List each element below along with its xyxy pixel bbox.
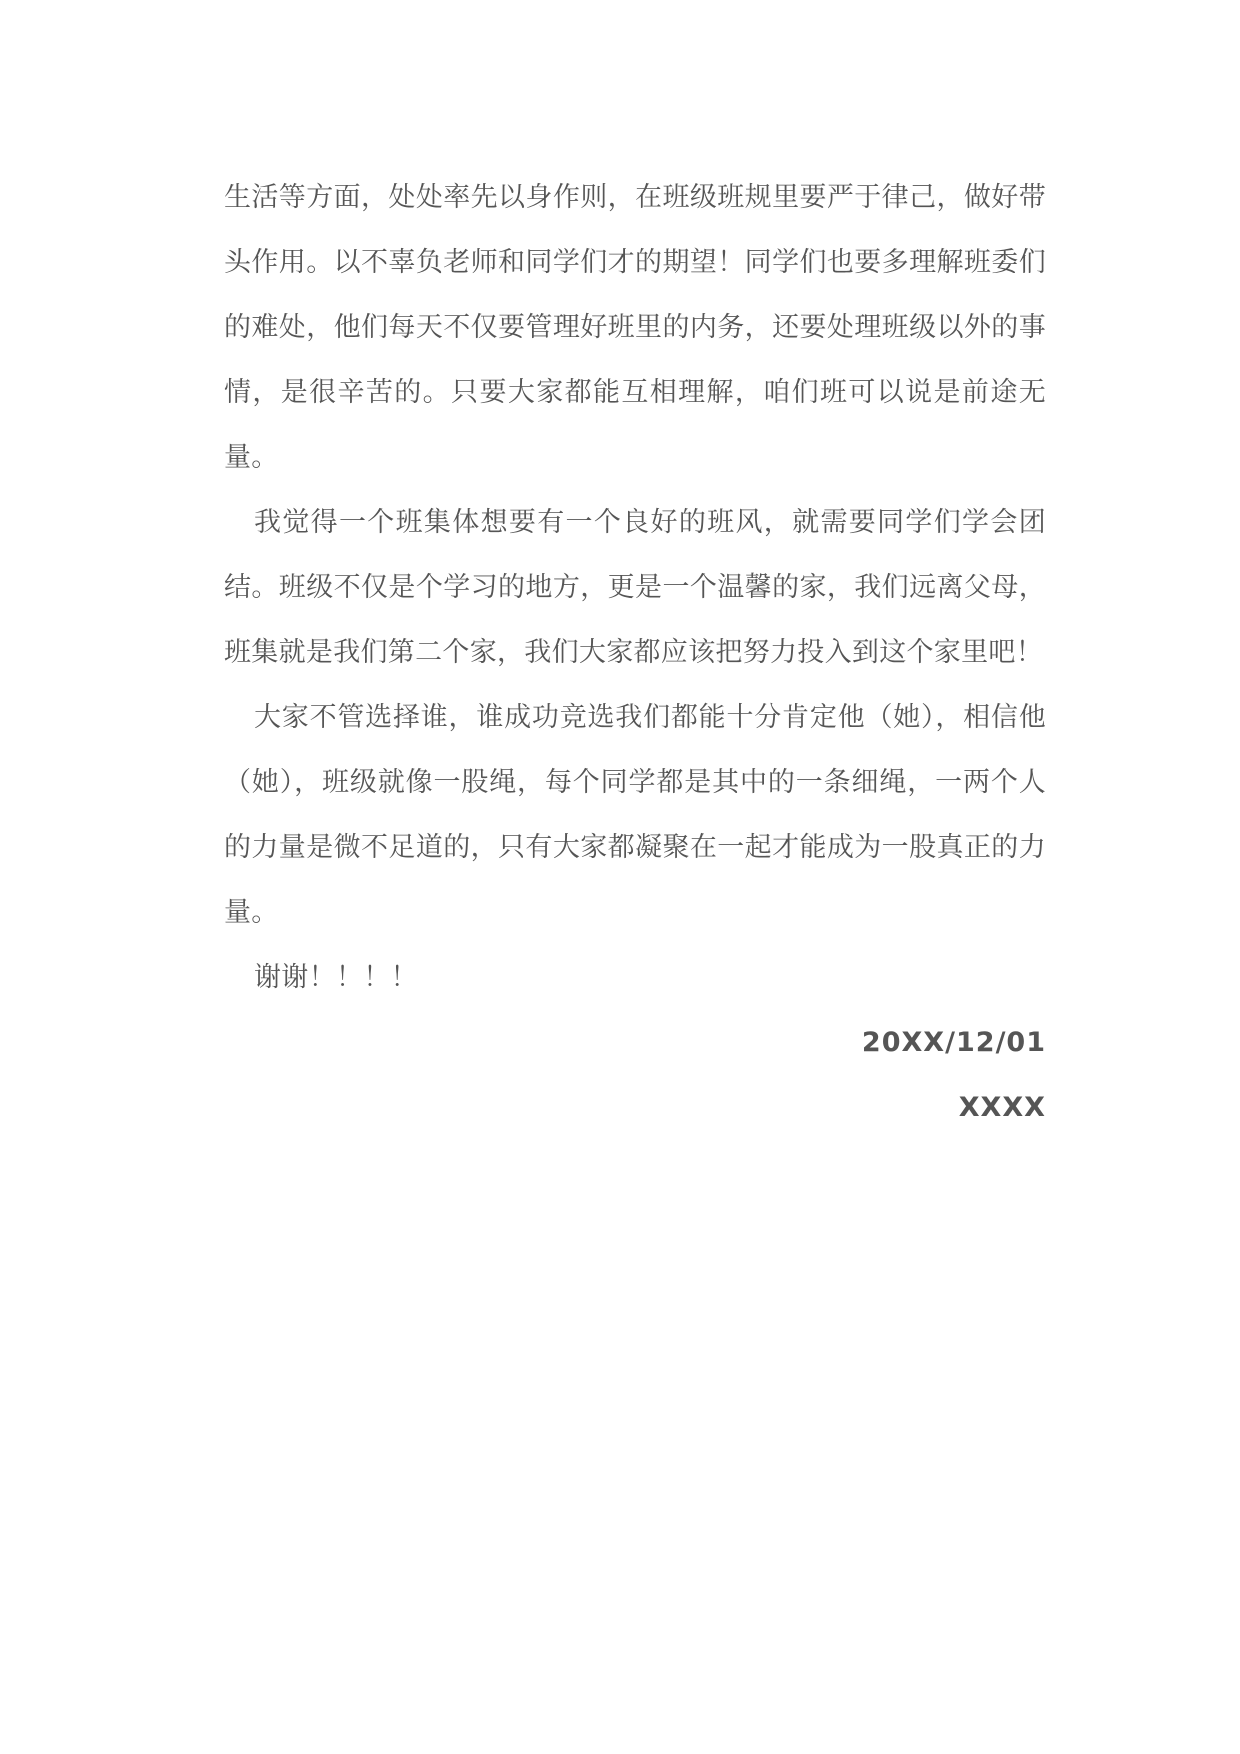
document-date: 20XX/12/01 xyxy=(861,1027,1046,1058)
paragraph-unity: 大家不管选择谁，谁成功竞选我们都能十分肯定他（她），相信他（她），班级就像一股绳，每个同学都是其中的一条细绳，一两个人的力量是微不足道的，只有大家都凝聚在一起才能成为一股真正的力量。 xyxy=(224,702,1046,928)
paragraph-thanks: 谢谢！！！！ xyxy=(254,962,418,993)
document-body xyxy=(224,165,1046,1140)
document-signature: XXXX xyxy=(958,1092,1046,1123)
paragraph-class-spirit: 我觉得一个班集体想要有一个良好的班风，就需要同学们学会团结。班级不仅是个学习的地方，更是一个温馨的家，我们远离父母，班集就是我们第二个家，我们大家都应该把努力投入到这个家里吧！ xyxy=(224,507,1046,668)
paragraph-continuation: 生活等方面，处处率先以身作则，在班级班规里要严于律己，做好带头作用。以不辜负老师和同学们才的期望！同学们也要多理解班委们的难处，他们每天不仅要管理好班里的内务，还要处理班级以外的事情，是很辛苦的。只要大家都能互相理解，咱们班可以说是前途无量。 xyxy=(224,182,1046,473)
